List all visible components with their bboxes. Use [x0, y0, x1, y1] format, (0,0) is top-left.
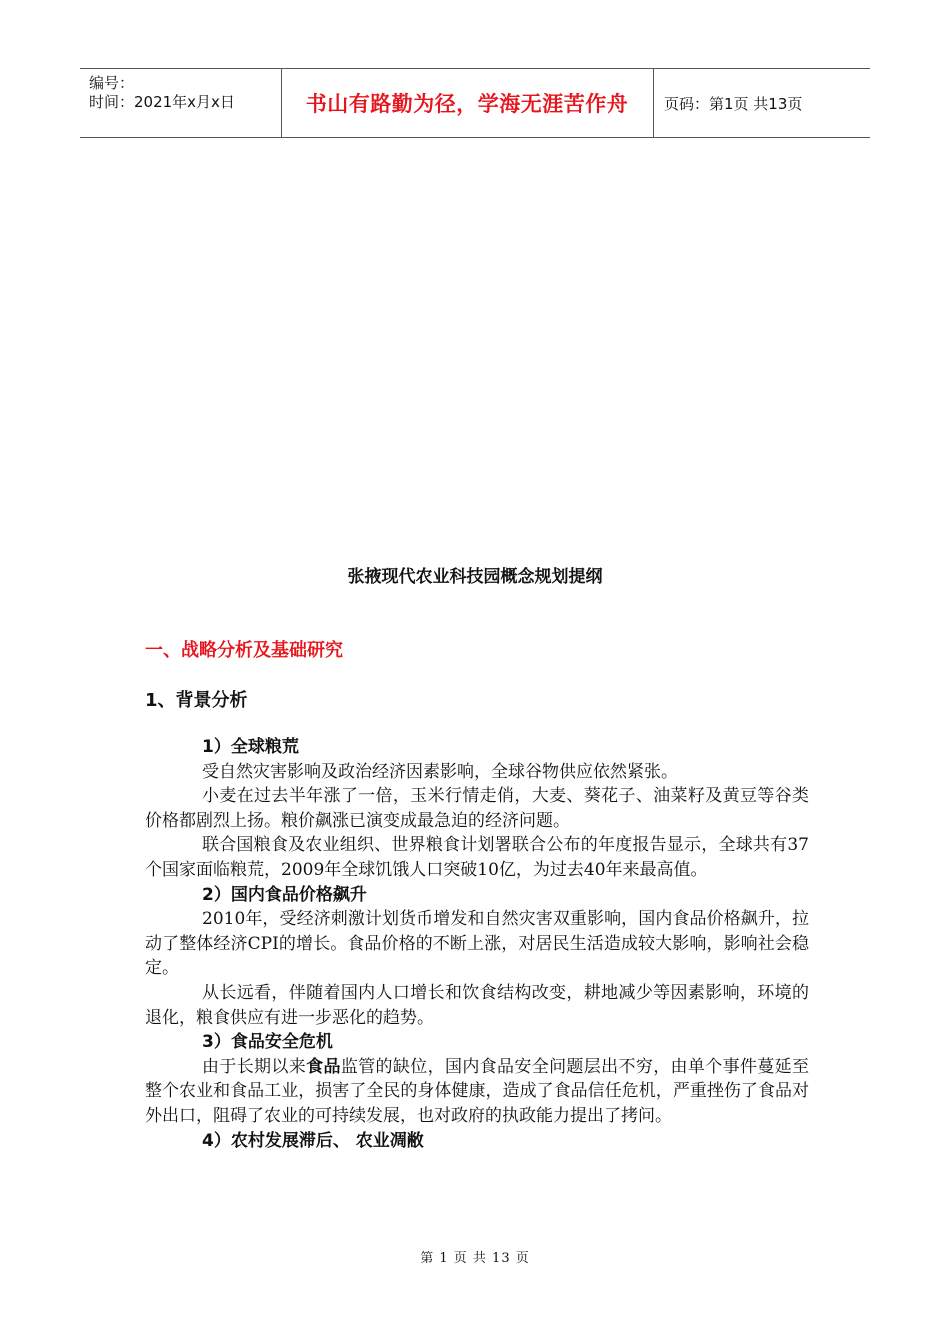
time-label: 时间：2021年x月x日 [89, 93, 235, 111]
document-title: 张掖现代农业科技园概念规划提纲 [347, 567, 603, 587]
header-page-info: 页码：第1页 共13页 [664, 94, 803, 113]
subsection-heading: 1、背景分析 [145, 690, 248, 711]
item-heading: 4）农村发展滞后、 农业凋敝 [202, 1130, 424, 1151]
header-motto: 书山有路勤为径，学海无涯苦作舟 [305, 92, 629, 116]
header-divider [653, 69, 654, 137]
paragraph: 小麦在过去半年涨了一倍，玉米行情走俏，大麦、葵花子、油菜籽及黄豆等谷类价格都剧烈上扬。粮价飙涨已演变成最急迫的经济问题。 [145, 786, 809, 831]
item-heading: 1）全球粮荒 [202, 737, 299, 757]
paragraph-text: 由于长期以来 [202, 1056, 307, 1077]
document-body [145, 735, 809, 1153]
item-heading: 2）国内食品价格飙升 [202, 884, 367, 905]
page-footer: 第 1 页 共 13 页 [420, 1251, 530, 1266]
paragraph: 联合国粮食及农业组织、世界粮食计划署联合公布的年度报告显示，全球共有37个国家面临粮荒，2009年全球饥饿人口突破10亿，为过去40年来最高值。 [145, 835, 809, 880]
page-header [80, 68, 870, 138]
paragraph: 受自然灾害影响及政治经济因素影响，全球谷物供应依然紧张。 [202, 761, 678, 782]
paragraph [145, 1055, 809, 1129]
number-label: 编号： [89, 74, 135, 92]
section-heading: 一、战略分析及基础研究 [145, 640, 343, 661]
header-meta [80, 69, 280, 137]
paragraph: 从长远看，伴随着国内人口增长和饮食结构改变，耕地减少等因素影响，环境的退化，粮食供应有进一步恶化的趋势。 [145, 982, 809, 1028]
paragraph: 2010年，受经济刺激计划货币增发和自然灾害双重影响，国内食品价格飙升，拉动了整体经济CPI的增长。食品价格的不断上涨，对居民生活造成较大影响，影响社会稳定。 [145, 909, 809, 979]
paragraph-text: 监管的缺位，国内食品安全问题层出不穷，由单个事件蔓延至整个农业和食品工业，损害了全民的身体健康，造成了食品信任危机，严重挫伤了食品对外出口，阻碍了农业的可持续发展，也对政府的执政能力提出了拷问。 [145, 1056, 810, 1126]
item-heading: 3）食品安全危机 [202, 1032, 333, 1053]
bold-term: 食品 [306, 1056, 341, 1077]
